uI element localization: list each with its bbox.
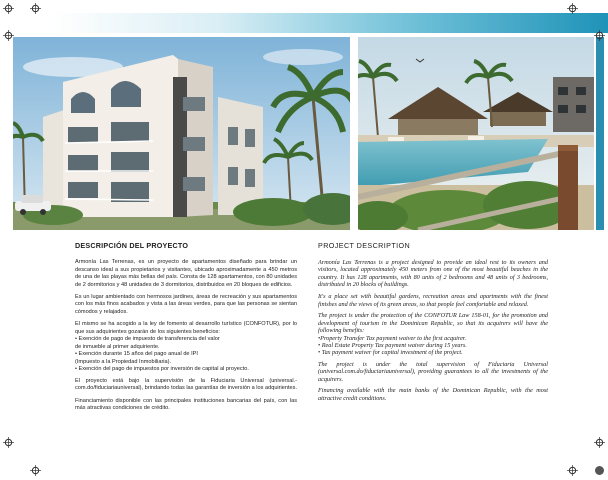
english-benefits-list xyxy=(318,335,548,357)
registration-mark-icon xyxy=(594,30,605,41)
registration-mark-icon xyxy=(3,3,14,14)
english-paragraph: The project is under the total supervision of Fiduciaria Universal (universal.com.do/fiduciariauniversal), providing guarantees to all the investments of the acquirers. xyxy=(318,360,548,383)
english-heading: PROJECT DESCRIPTION xyxy=(318,241,411,250)
spanish-benefits-list xyxy=(75,336,297,373)
english-benefit-item: • Real Estate Property Tax payment waiver during 15 years. xyxy=(318,341,467,349)
right-edge-band xyxy=(596,37,604,230)
spanish-paragraph: El mismo se ha acogido a la ley de fomento al desarrollo turístico (CONFOTUR), por lo que sus adquirientes gozarán de los siguientes beneficios: xyxy=(75,321,297,335)
spanish-paragraph: Armonía Las Terrenas, es un proyecto de apartamentos diseñado para brindar un descanso ideal a sus propietarios y visitantes, ubicado aproximadamente a 450 metros de una de las playas más bellas del país. Consta de 128 apartamentos, con 80 unidades de 2 dormitorios y 48 unidades de 3 dormitorios, distribuidos en 20 bloques de edificios. xyxy=(75,259,297,288)
spanish-benefit-item: de inmueble al primer adquiriente. xyxy=(75,343,160,350)
spanish-benefit-item: • Exención durante 15 años del pago anual de IPI xyxy=(75,351,198,358)
spanish-paragraph: Financiamiento disponible con las principales instituciones bancarias del país, con las más atractivas condiciones de crédito. xyxy=(75,397,297,412)
english-benefit-item: •Property Transfer Tax payment waiver to the first acquirer. xyxy=(318,334,467,342)
registration-mark-icon xyxy=(567,465,578,476)
spanish-paragraph: El proyecto está bajo la supervisión de la Fiduciaria Universal (universal.-com.do/fiduciariauniversal), brindando todas las garantías de inversión a los adquirientes. xyxy=(75,377,298,392)
registration-mark-icon xyxy=(3,437,14,448)
spanish-benefit-item: • Exención del pago de impuestos por inversión de capital al proyecto. xyxy=(75,365,249,372)
registration-mark-icon xyxy=(594,437,605,448)
english-paragraph: Financing available with the main banks of the Dominican Republic, with the most attractive credit conditions. xyxy=(318,387,548,402)
english-description-column xyxy=(318,238,548,407)
english-paragraph: It's a place set with beautiful gardens, recreation areas and apartments with the finest finishes and the views of its green areas, so that people feel comfortable and relaxed. xyxy=(318,293,548,308)
english-benefit-item: • Tax payment waiver for capital investment of the project. xyxy=(318,349,463,357)
pool-area-rendering-image xyxy=(358,37,594,230)
registration-mark-icon xyxy=(30,3,41,14)
spanish-benefit-item: (Impuesto a la Propiedad Inmobiliaria). xyxy=(75,358,172,365)
color-calibration-dot-icon xyxy=(594,465,605,476)
spanish-heading: DESCRIPCIÓN DEL PROYECTO xyxy=(75,241,189,250)
spanish-description-column xyxy=(75,238,297,417)
registration-mark-icon xyxy=(567,3,578,14)
registration-mark-icon xyxy=(30,465,41,476)
english-paragraph: Armonía Las Terrenas is a project designed to provide an ideal rest to its owners and visitors, located approximately 450 meters from one of the most beautiful beaches in the country. It has 128 apartments, with 80 units of 2 bedrooms and 48 units of 3 bedrooms, distributed in 20 blocks of buildings. xyxy=(318,259,548,289)
english-paragraph: The project is under the protection of the CONFOTUR Law 158-01, for the promotion and development of tourism in the Dominican Republic, so that its acquirers will have the following benefits: xyxy=(318,312,548,335)
spanish-paragraph: Es un lugar ambientado con hermosos jardines, áreas de recreación y sus apartamentos con los más finos acabados y vista a las áreas verdes, para que las personas se sientan cómodos y relajados. xyxy=(75,293,297,316)
spanish-benefit-item: • Exención de pago de impuesto de transferencia del valor xyxy=(75,336,220,343)
building-rendering-image xyxy=(13,37,350,230)
top-color-band xyxy=(52,13,608,33)
